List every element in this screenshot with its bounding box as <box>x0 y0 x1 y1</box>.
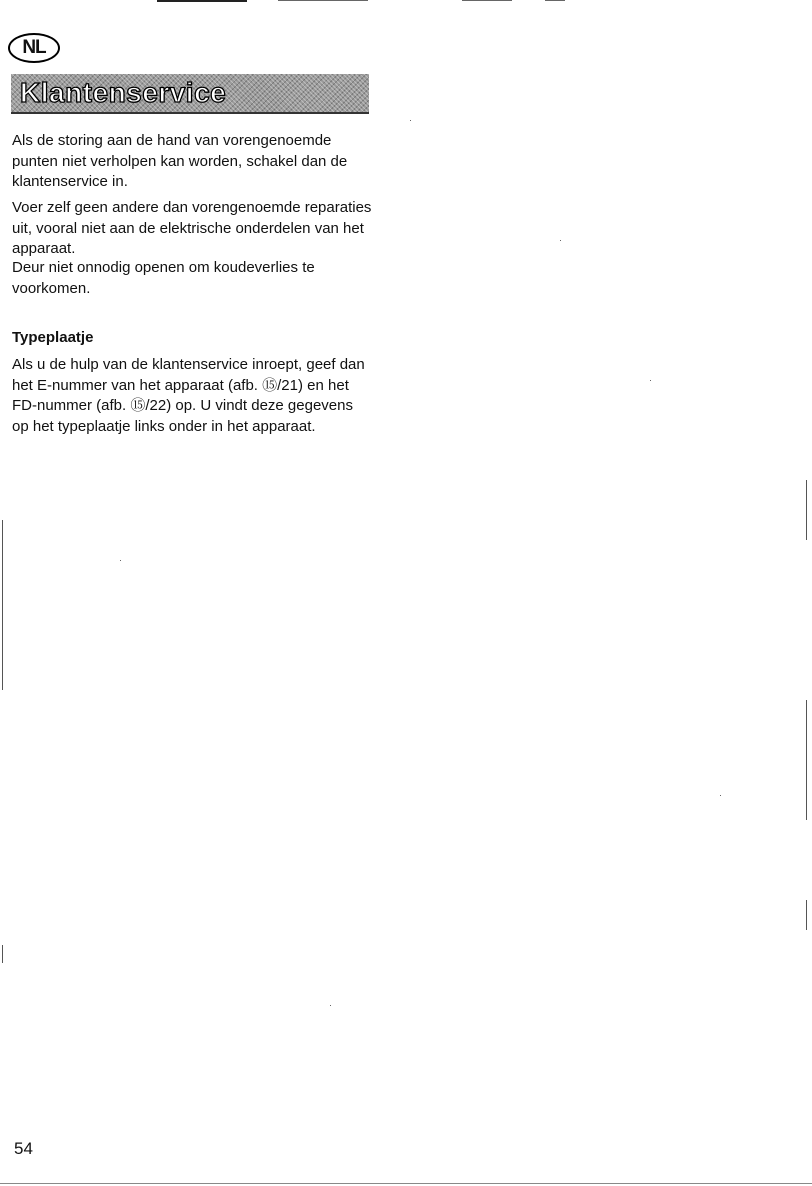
scan-edge <box>806 480 807 540</box>
page-number: 54 <box>14 1139 33 1158</box>
section-title: Klantenservice <box>20 77 227 108</box>
paragraph-storing: Als de storing aan de hand van vorengenoemde punten niet verholpen kan worden, schakel dan de klantenservice in. <box>12 132 348 190</box>
country-code: NL <box>22 37 46 58</box>
scan-edge <box>806 900 807 930</box>
scan-rule <box>462 0 512 1</box>
scan-speck <box>410 120 411 121</box>
scan-speck <box>720 795 721 796</box>
scan-edge <box>806 700 807 820</box>
paragraph-reparaties: Voer zelf geen andere dan vorengenoemde reparaties uit, vooral niet aan de elektrische onderdelen van het apparaat. <box>12 199 372 257</box>
typeplate-heading: Typeplaatje <box>12 329 94 346</box>
country-badge <box>8 33 60 63</box>
scan-speck <box>560 240 561 241</box>
scan-edge <box>2 520 3 690</box>
section-header <box>11 74 369 114</box>
paragraph-typeplaatje: Als u de hulp van de klantenservice inroept, geef dan het E-nummer van het apparaat (afb. ⑮/21) en het FD-nummer (afb. ⑮/22) op. U vindt deze gegevens op het typeplaatje links onder in het apparaat. <box>12 356 365 435</box>
scan-edge <box>2 945 3 963</box>
scan-rule <box>278 0 368 1</box>
scan-speck <box>120 560 121 561</box>
scan-rule <box>0 1183 812 1184</box>
scan-speck <box>330 1005 331 1006</box>
paragraph-deur: Deur niet onnodig openen om koudeverlies te voorkomen. <box>12 259 315 297</box>
scan-rule <box>157 0 247 2</box>
scan-rule <box>545 0 565 1</box>
scan-speck <box>650 380 651 381</box>
